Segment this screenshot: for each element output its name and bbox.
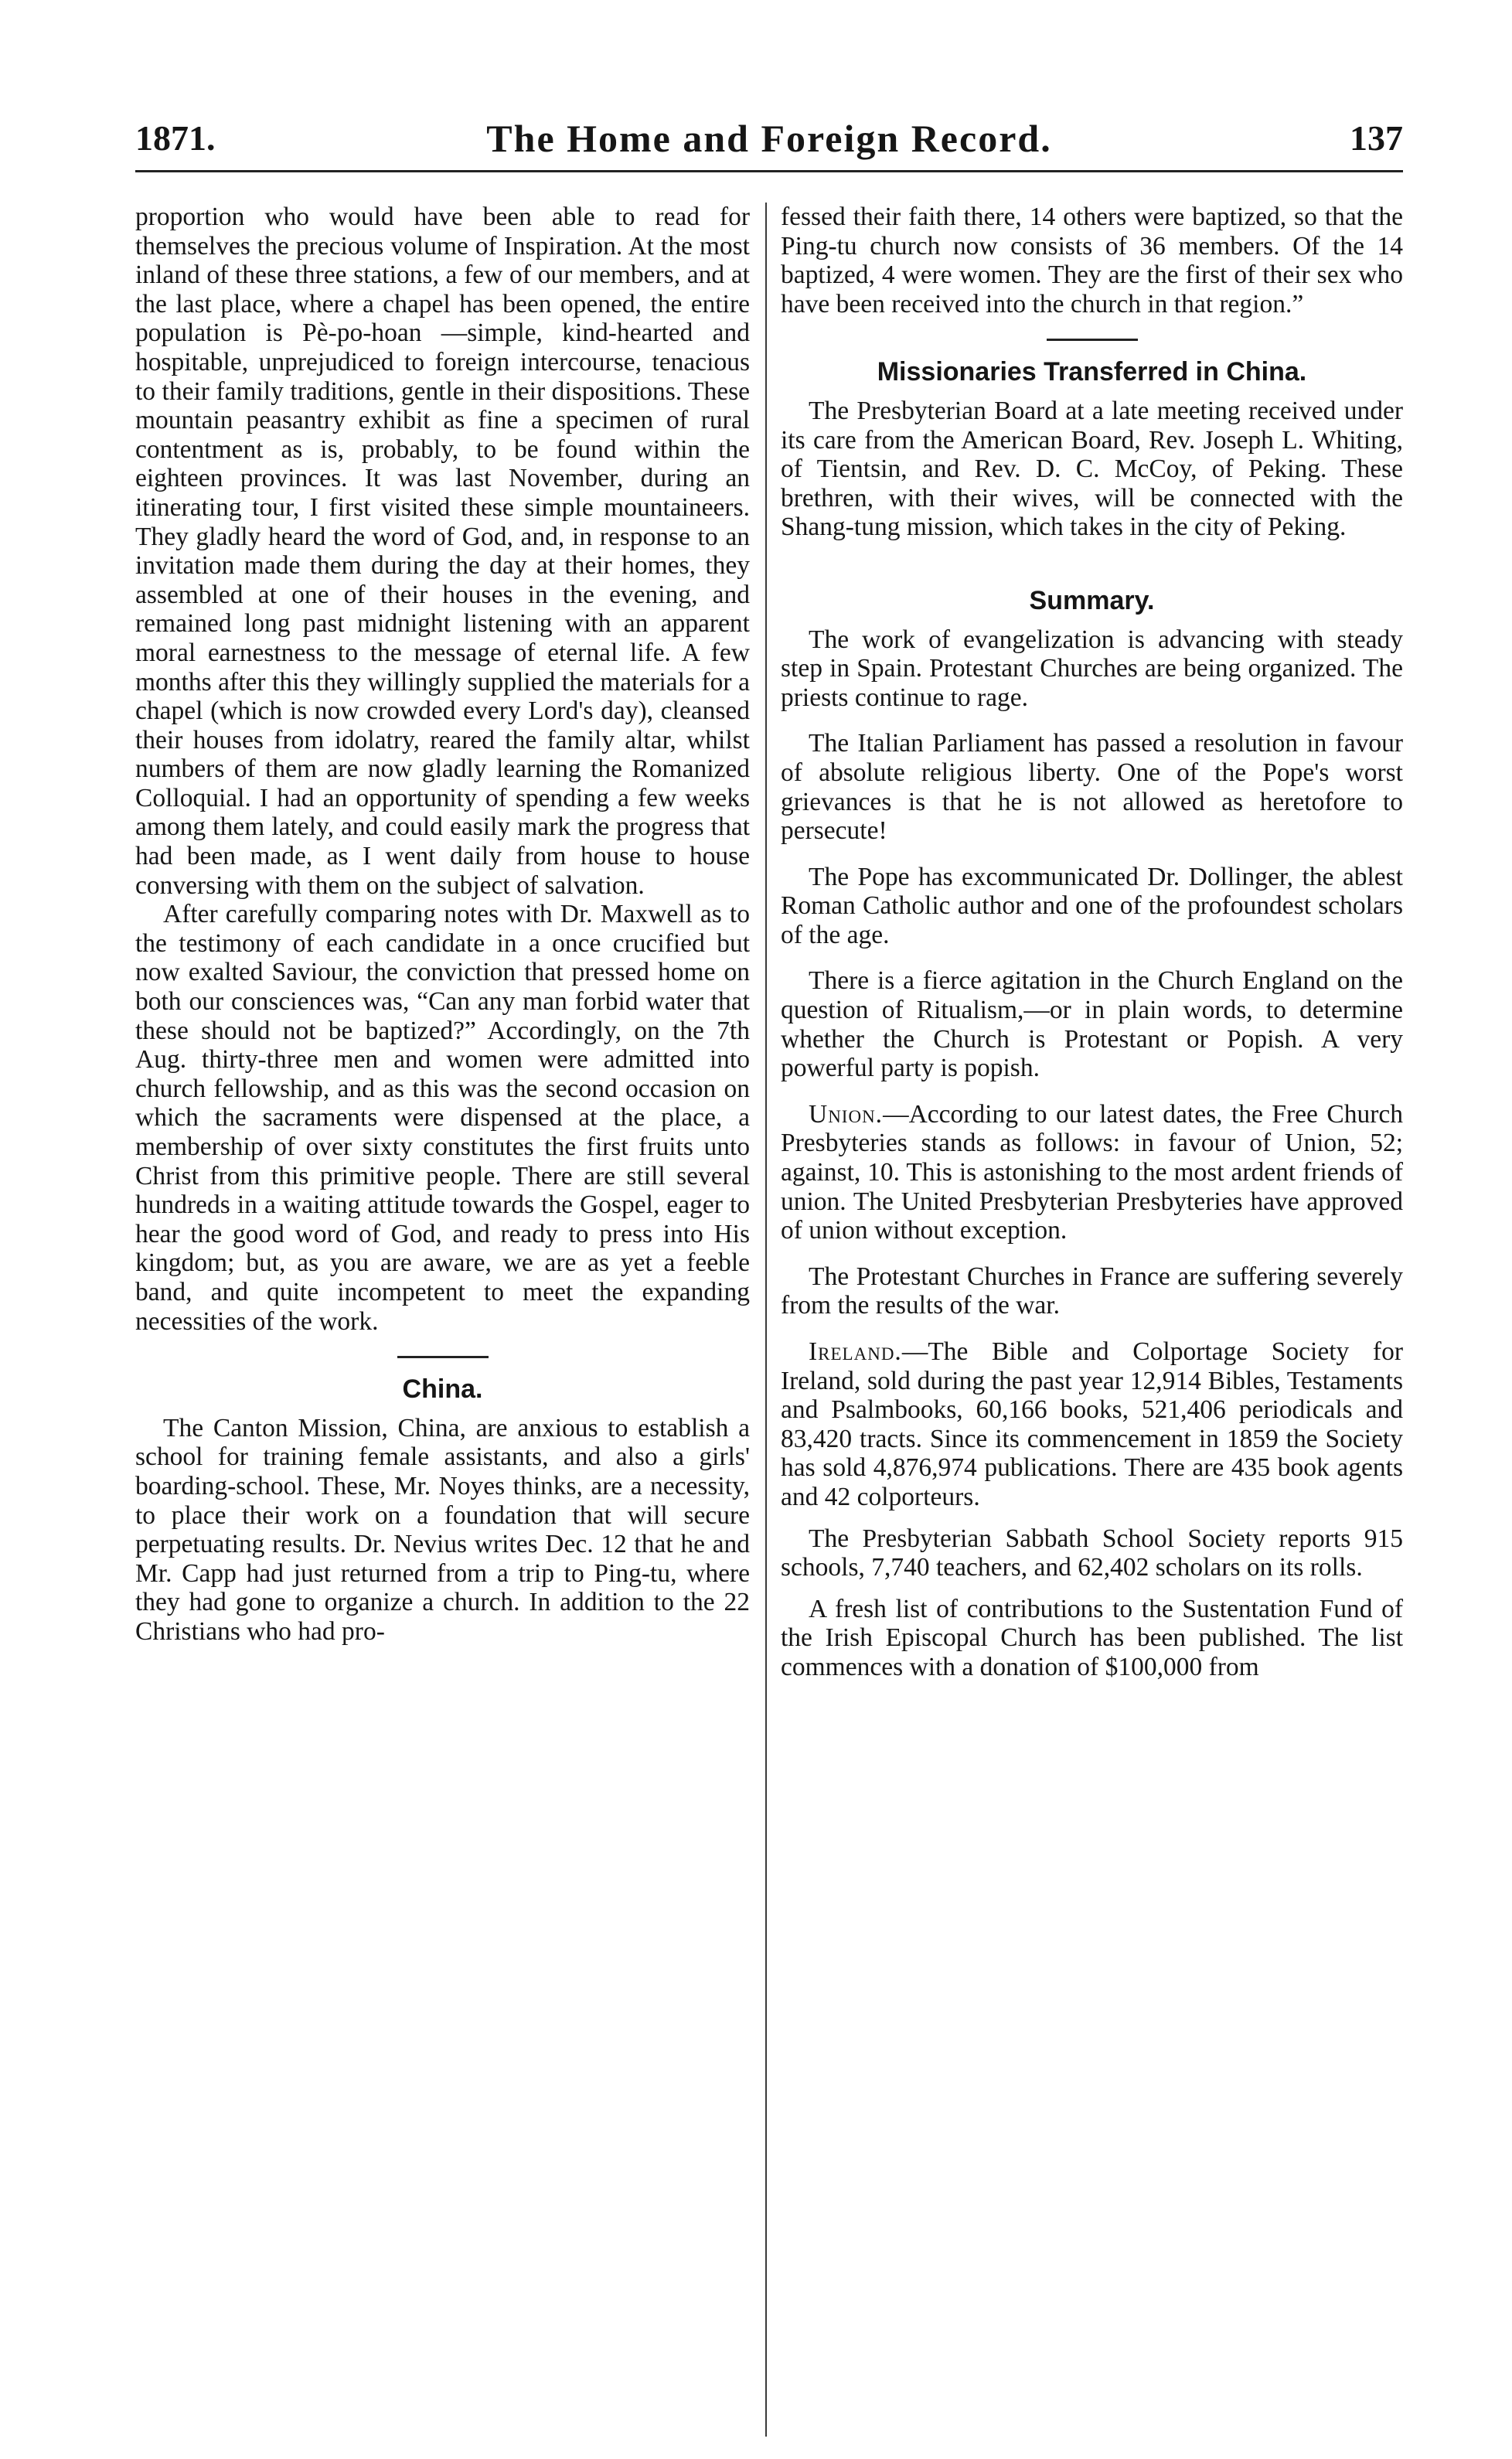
summary-item: The Pope has excommunicated Dr. Dollinger, the ablest Roman Catholic author and one of the profoundest scholars of the age.: [781, 862, 1403, 949]
summary-item: The Presbyterian Sabbath School Society reports 915 schools, 7,740 teachers, and 62,402 scholars on its rolls.: [781, 1524, 1403, 1582]
body-paragraph: The Presbyterian Board at a late meeting received under its care from the American Board, Rev. Joseph L. Whiting, of Tientsin, and Rev. D. C. McCoy, of Peking. These brethren, with their wives, will be connected with the Shang-tung mission, which takes in the city of Peking.: [781, 396, 1403, 542]
page-number: 137: [1350, 118, 1403, 158]
summary-item: The Protestant Churches in France are suffering severely from the results of the war.: [781, 1262, 1403, 1320]
summary-item: There is a fierce agitation in the Church England on the question of Ritualism,—or in plain words, to determine whether the Church is Protestant or Popish. A very powerful party is popish.: [781, 966, 1403, 1083]
section-separator: [397, 1356, 489, 1358]
body-paragraph: The Canton Mission, China, are anxious to establish a school for training female assistants, and also a girls' boarding-school. These, Mr. Noyes thinks, are a necessity, to place their work on a foundation that will secure perpetuating results. Dr. Nevius writes Dec. 12 that he and Mr. Capp had just returned from a trip to Ping-tu, where they had gone to organize a church. In addition to the 22 Christians who had pro-: [135, 1413, 750, 1646]
ireland-text: —The Bible and Colportage Society for Ireland, sold during the past year 12,914 Bibles, Testaments and Psalmbooks, 60,166 books, 521,406 periodicals and 83,420 tracts. Since its commencement in 1859 the Society has sold 4,876,974 publications. There are 435 book agents and 42 colporteurs.: [781, 1337, 1403, 1511]
publication-title: The Home and Foreign Record.: [486, 117, 1052, 160]
summary-item: A fresh list of contributions to the Sustentation Fund of the Irish Episcopal Church has been published. The list commences with a donation of $100,000 from: [781, 1594, 1403, 1681]
column-divider: [765, 203, 767, 2437]
section-separator: [1047, 339, 1138, 341]
summary-item: The Italian Parliament has passed a resolution in favour of absolute religious liberty. One of the Pope's worst grievances is that he is not allowed as heretofore to persecute!: [781, 729, 1403, 846]
body-paragraph: proportion who would have been able to read for themselves the precious volume of Inspiration. At the most inland of these three stations, a few of our members, and at the last place, where a chapel has been opened, the entire population is Pè-po-hoan —simple, kind-hearted and hospitable, unprejudiced to foreign intercourse, tenacious to their family traditions, gentle in their dispositions. These mountain peasantry exhibit as fine a specimen of rural contentment as is, probably, to be found within the eighteen provinces. It was last November, during an itinerating tour, I first visited these simple mountaineers. They gladly heard the word of God, and, in response to an invitation made them during the day at their homes, they assembled at one of their houses in the evening, and remained long past midnight listening with an apparent moral earnestness to the message of eternal life. A few months after this they willingly supplied the materials for a chapel (which is now crowded every Lord's day), cleansed their houses from idolatry, reared the family altar, whilst numbers of them are now gladly learning the Romanized Colloquial. I had an opportunity of spending a few weeks among them lately, and could easily mark the progress that had been made, as I went daily from house to house conversing with them on the subject of salvation.: [135, 203, 750, 900]
section-heading-summary: Summary.: [1029, 585, 1155, 615]
summary-item-ireland: [781, 1337, 1403, 1512]
running-head: [135, 116, 1403, 172]
union-text: —According to our latest dates, the Free Church Presbyteries stands as follows: in favour of Union, 52; against, 10. This is astonishing to the most ardent friends of union. The United Presbyterian Presbyteries have approved of union without exception.: [781, 1099, 1403, 1245]
union-lead: Union.: [809, 1099, 884, 1129]
section-heading-china: China.: [402, 1374, 483, 1405]
body-paragraph: After carefully comparing notes with Dr. Maxwell as to the testimony of each candidate in a once crucified but now exalted Saviour, the conviction that pressed home on both our consciences was, “Can any man forbid water that these should not be baptized?” Accordingly, on the 7th Aug. thirty-three men and women were admitted into church fellowship, and as this was the second occasion on which the sacraments were dispensed at the place, a membership of over sixty constitutes the first fruits unto Christ from this primitive people. There are still several hundreds in a waiting attitude towards the Gospel, eager to hear the good word of God, and ready to press into His kingdom; but, as you are aware, we are as yet a feeble band, and quite incompetent to meet the expanding necessities of the work.: [135, 900, 750, 1336]
summary-item: The work of evangelization is advancing with steady step in Spain. Protestant Churches are being organized. The priests continue to rage.: [781, 625, 1403, 712]
summary-item-union: [781, 1100, 1403, 1245]
section-heading-missionaries: Missionaries Transferred in China.: [877, 357, 1307, 387]
right-column: [781, 203, 1403, 1682]
ireland-lead: Ireland.: [809, 1337, 902, 1366]
body-paragraph: fessed their faith there, 14 others were baptized, so that the Ping-tu church now consists of 36 members. Of the 14 baptized, 4 were women. They are the first of their sex who have been received into the church in that region.”: [781, 203, 1403, 318]
left-column: [135, 203, 750, 1647]
header-year: 1871.: [135, 118, 216, 158]
